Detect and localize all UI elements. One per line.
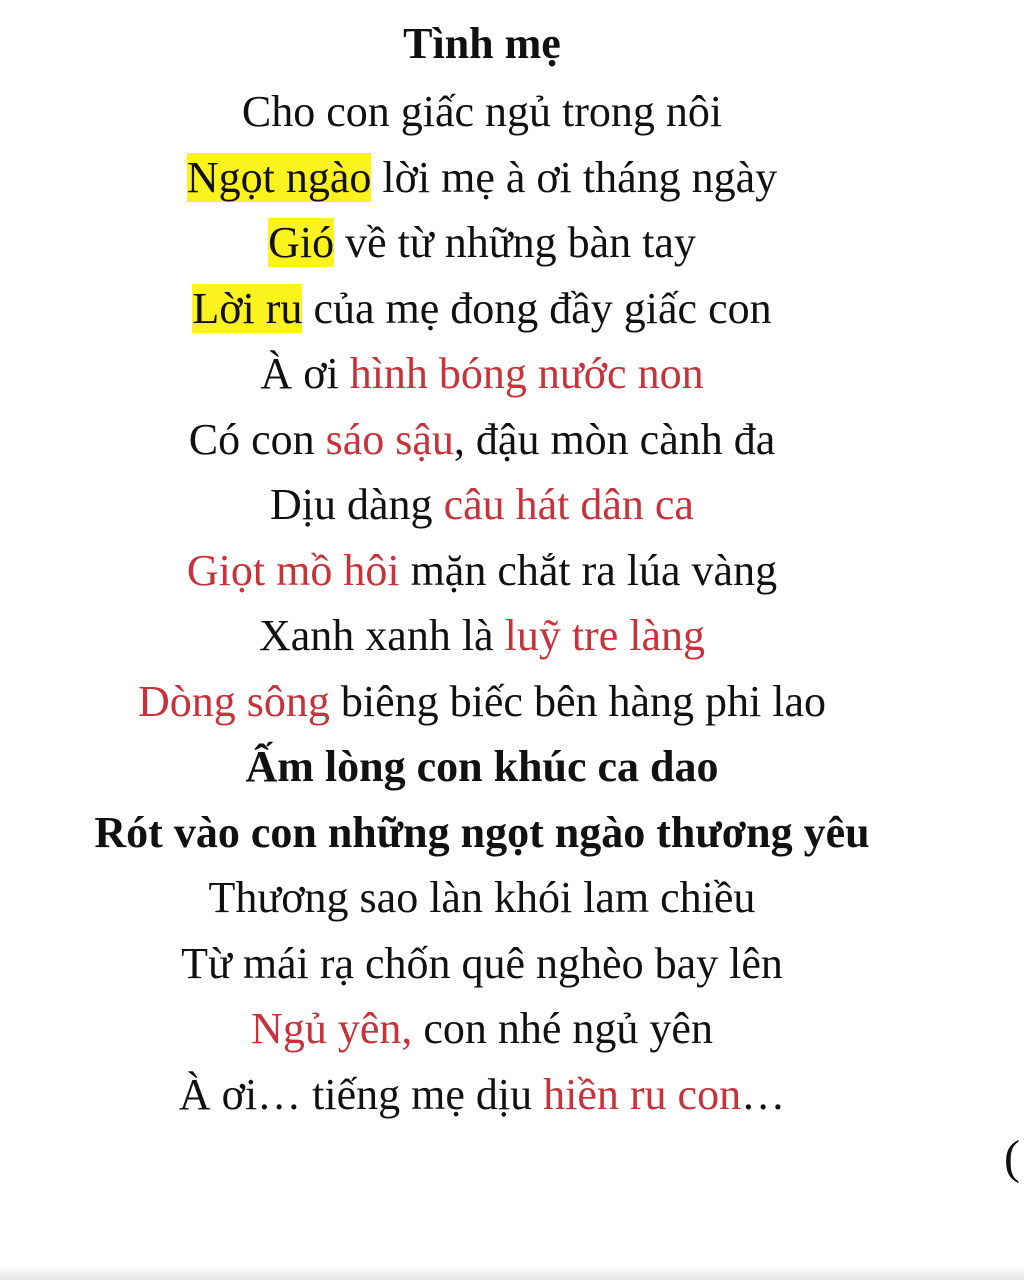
red-emphasis-text: hiền ru con xyxy=(543,1069,742,1119)
highlighted-text: Gió xyxy=(268,218,335,267)
red-emphasis-text: hình bóng nước non xyxy=(349,349,704,398)
red-emphasis-text: Dòng sông xyxy=(138,676,330,726)
poem-line xyxy=(0,541,964,607)
line-text: của mẹ đong đầy giấc con xyxy=(302,283,772,333)
red-emphasis-text: sáo sậu xyxy=(325,414,454,464)
poem-line xyxy=(0,606,964,672)
poem-line xyxy=(0,1065,964,1131)
poem-line xyxy=(0,213,964,279)
line-text: Xanh xanh là xyxy=(259,611,505,660)
poem-line xyxy=(0,82,964,148)
line-text: , đậu mòn cành đa xyxy=(453,414,776,464)
page-bottom-edge xyxy=(0,1266,1024,1280)
poem-line xyxy=(0,279,964,345)
line-text: Từ mái rạ chốn quê nghèo bay lên xyxy=(181,938,783,988)
poem-line xyxy=(0,148,964,214)
poem-line xyxy=(0,672,964,738)
highlighted-text: Lời ru xyxy=(192,283,303,333)
poem-line xyxy=(0,737,964,803)
line-text: Ấm lòng con khúc ca dao xyxy=(245,742,719,791)
poem-line xyxy=(0,410,964,476)
cut-off-parenthesis: ( xyxy=(1004,1131,1020,1184)
line-text: Thương sao làn khói lam chiều xyxy=(208,873,756,922)
line-text: À ơi xyxy=(260,349,350,398)
line-text: mặn chắt ra lúa vàng xyxy=(399,545,778,595)
line-text: con nhé ngủ yên xyxy=(412,1004,713,1053)
poem-line xyxy=(0,868,964,934)
red-emphasis-text: Ngủ yên, xyxy=(251,1004,413,1053)
poem-body xyxy=(0,82,964,1130)
poem-line xyxy=(0,344,964,410)
line-text: về từ những bàn tay xyxy=(334,218,696,267)
red-emphasis-text: câu hát dân ca xyxy=(443,480,694,529)
line-text: lời mẹ à ơi tháng ngày xyxy=(371,152,778,202)
line-text: Dịu dàng xyxy=(270,480,444,529)
line-text: biêng biếc bên hàng phi lao xyxy=(329,676,826,726)
line-text: Cho con giấc ngủ trong nôi xyxy=(241,87,723,136)
poem-line xyxy=(0,934,964,1000)
line-text: À ơi… tiếng mẹ dịu xyxy=(178,1069,544,1119)
poem-line xyxy=(0,803,964,869)
poem-line xyxy=(0,475,964,541)
highlighted-text: Ngọt ngào xyxy=(186,152,372,202)
red-emphasis-text: luỹ tre làng xyxy=(504,611,705,660)
poem-title: Tình mẹ xyxy=(403,19,561,68)
line-text: Rót vào con những ngọt ngào thương yêu xyxy=(94,807,870,857)
line-text: … xyxy=(741,1069,786,1119)
poem-line xyxy=(0,999,964,1065)
red-emphasis-text: Giọt mồ hôi xyxy=(186,545,400,595)
line-text: Có con xyxy=(188,414,326,464)
